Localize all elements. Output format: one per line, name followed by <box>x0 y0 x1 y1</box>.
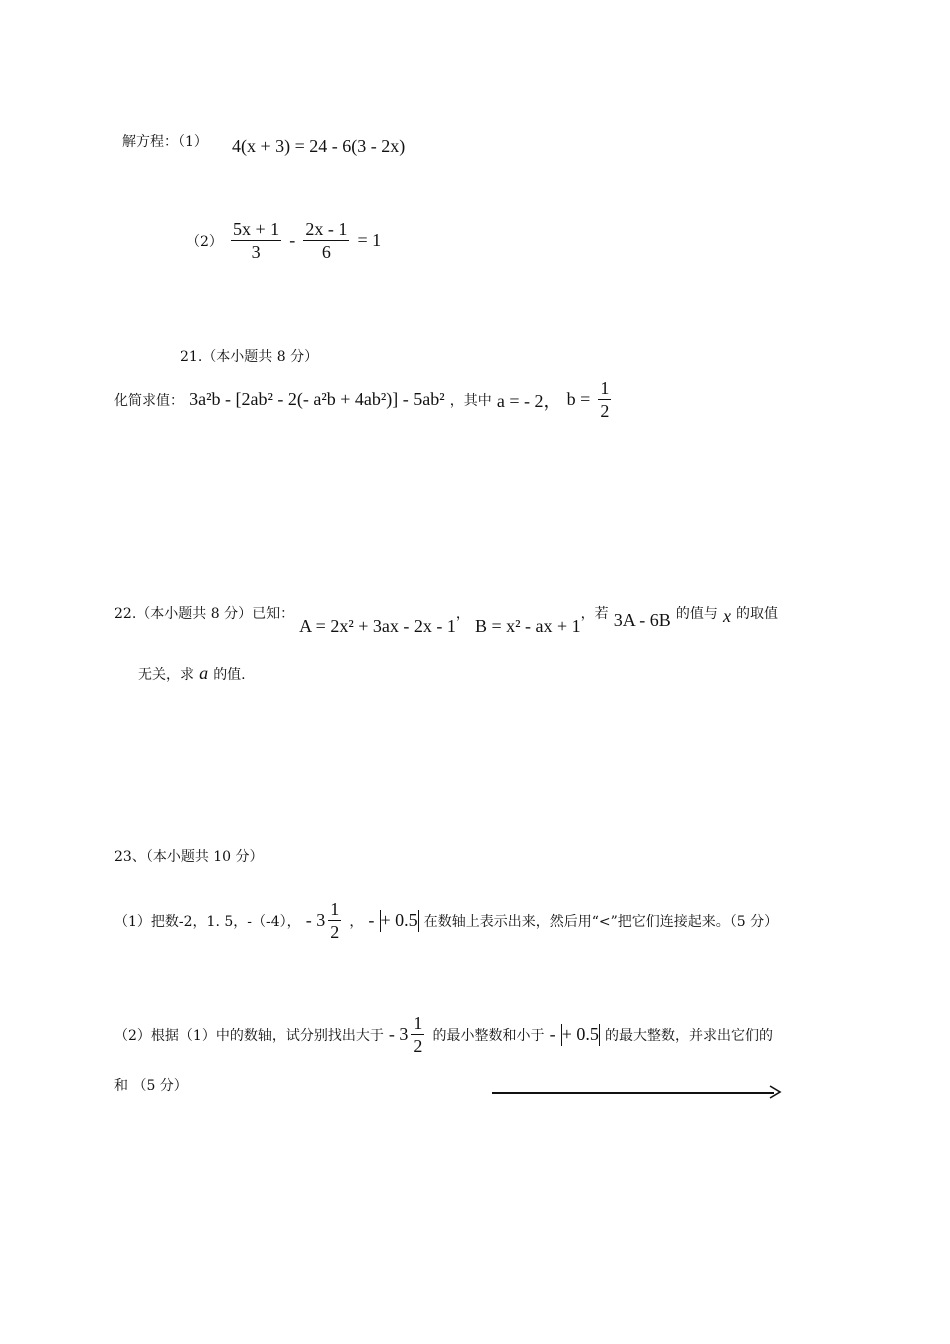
q23-heading: 23、（本小题共 10 分） <box>114 849 264 865</box>
equation-rhs: = 1 <box>357 230 382 250</box>
q22-line2-pre: 无关，求 <box>138 667 194 683</box>
q23-p1-pre: （1）把数-2，1. 5，-（-4）， <box>114 913 301 930</box>
q22-problem-line2 <box>138 663 246 684</box>
q22-heading: 22.（本小题共 8 分）已知： <box>114 606 295 622</box>
q23-p2-line2: 和 （5 分） <box>114 1078 188 1094</box>
fraction-2x-minus-1-over-6 <box>303 218 349 263</box>
fraction-denominator: 2 <box>330 922 340 942</box>
q22-mid-text: 的值与 <box>675 606 718 622</box>
fraction-one-half <box>598 377 611 422</box>
q21-a-condition: a = - 2， <box>496 390 562 411</box>
q21-heading: 21.（本小题共 8 分） <box>180 349 319 365</box>
q21-problem <box>114 377 614 422</box>
q23-p2-mid: 的最小整数和小于 <box>432 1027 545 1044</box>
q22-line2-post: 的值. <box>213 667 246 683</box>
q21-expression: 3a²b - [2ab² - 2(- a²b + 4ab²)] - 5ab² <box>189 389 445 409</box>
q20-part2-label: （2） <box>186 233 223 250</box>
fraction-5x-plus-1-over-3 <box>231 218 281 263</box>
number-line-arrow-icon <box>768 1085 782 1099</box>
q21-label: 化简求值： <box>114 392 184 409</box>
abs-value: + 0.5 <box>561 1024 599 1044</box>
q22-tail-text: 的取值 <box>736 606 779 622</box>
q20-equation-2 <box>186 218 381 263</box>
abs-bar-right <box>418 910 419 932</box>
fraction-numerator: 1 <box>330 899 340 919</box>
q22-combination: 3A - 6B <box>613 610 671 630</box>
comma: ， <box>349 913 364 930</box>
fraction-denominator: 3 <box>251 242 261 262</box>
q22-separator: ， <box>455 606 470 622</box>
q22-A-expression: A = 2x² + 3ax - 2x - 1 <box>299 616 456 636</box>
q22-ruo: ，若 <box>580 606 609 622</box>
q23-p2-post: 的最大整数，并求出它们的 <box>604 1027 773 1044</box>
mixed-number-fraction <box>328 898 341 943</box>
q22-problem-line1 <box>114 602 779 636</box>
minus-sign: - <box>289 230 296 250</box>
q22-x-variable <box>723 606 731 626</box>
q21-where: ，其中 <box>449 392 492 409</box>
fraction-numerator: 1 <box>413 1013 423 1033</box>
abs-bar-right <box>599 1024 600 1046</box>
q23-p1-post: 在数轴上表示出来，然后用“<”把它们连接起来。（5 分） <box>423 913 779 930</box>
a-variable: a <box>199 663 209 683</box>
q21-b-lhs: b = <box>566 389 591 409</box>
mixed-number-fraction <box>411 1012 424 1057</box>
q23-p2-pre: （2）根据（1）中的数轴，试分别找出大于 <box>114 1027 384 1044</box>
q23-part2 <box>114 1012 773 1057</box>
q20-label <box>122 131 208 151</box>
mixed-number-whole: - 3 <box>305 910 326 930</box>
q22-a-variable <box>199 663 208 683</box>
x-variable: x <box>722 606 731 626</box>
q20-equation-1: 4(x + 3) = 24 - 6(3 - 2x) <box>232 136 406 156</box>
mixed-number-whole: - 3 <box>388 1024 409 1044</box>
q20-label-text: 解方程： <box>122 134 178 150</box>
q20-part1-label: （1） <box>178 134 208 150</box>
q22-B-expression: B = x² - ax + 1 <box>474 616 581 636</box>
fraction-numerator: 2x - 1 <box>305 219 348 239</box>
abs-neg-sign: - <box>549 1024 556 1044</box>
fraction-denominator: 2 <box>600 401 610 421</box>
abs-value: + 0.5 <box>380 910 418 930</box>
fraction-denominator: 2 <box>413 1036 423 1056</box>
abs-neg-sign: - <box>368 910 375 930</box>
fraction-numerator: 1 <box>600 378 610 398</box>
q23-part1 <box>114 898 778 943</box>
number-line-axis <box>492 1092 774 1094</box>
fraction-denominator: 6 <box>321 242 331 262</box>
fraction-numerator: 5x + 1 <box>233 219 280 239</box>
